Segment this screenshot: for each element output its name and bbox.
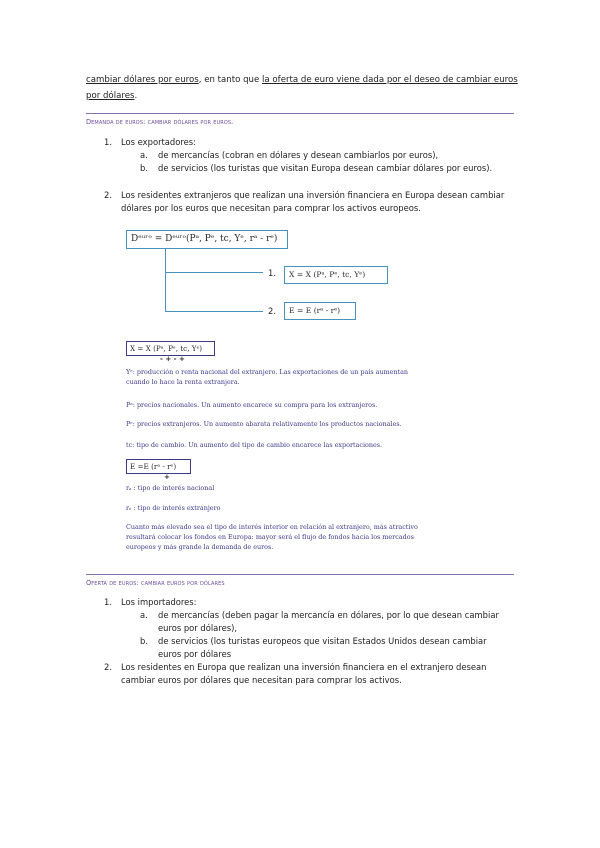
sub-text: de servicios (los turistas europeos que visitan Estados Unidos desean cambiar euros por dólares [158,636,487,660]
diagram-branch-line-2 [165,311,263,312]
demand-heading: Demanda de euros: cambiar dólares por euros. [86,118,234,126]
diagram-branch-line-1 [165,272,263,273]
section-divider [86,574,514,575]
intro-period: . [134,91,138,101]
list-number: 1. [104,597,112,607]
sub-letter: b. [140,163,148,173]
list-number: 2. [104,662,112,672]
explanation-line: Yᵉ: producción o renta nacional del extranjero. Las exportaciones de un país aumentan cuando lo hace la renta extranjera. [126,368,409,386]
supply-heading: Oferta de euros: cambiar euros por dólares [86,579,225,587]
investment-formula-box: E = E (rᵃ - rᵉ) [284,302,356,320]
demand-list [86,136,518,216]
demand-formula-box: Dᵉᵘʳᵒ = Dᵉᵘʳᵒ(Pᵃ, Pᵉ, tc, Yᵉ, rᵃ - rᵉ) [126,230,288,249]
e-formula-box: E =E (rᵃ - rᵉ) [126,459,191,474]
list-text: Los exportadores: [121,137,196,147]
e-sign: + [164,473,170,481]
sub-letter: a. [140,610,148,620]
x-signs: - + - + [160,355,185,363]
sub-text: de servicios (los turistas que visitan Europa desean cambiar dólares por euros). [158,163,493,173]
explanation-line: Pᵃ: precios nacionales. Un aumento encarece su compra para los extranjeros. [126,401,378,409]
interest-line: rₐ : tipo de interés nacional [126,484,215,492]
sub-letter: a. [140,150,148,160]
list-number: 2. [104,190,112,200]
branch-number-2: 2. [268,306,276,316]
list-number: 1. [104,137,112,147]
list-text: Los residentes en Europa que realizan una inversión financiera en el extranjero desean cambiar euros por dólares que necesitan para comprar los activos. [121,662,487,686]
intro-paragraph [86,72,518,104]
supply-list [86,596,518,696]
intro-underlined-2: la oferta de euro viene dada por el deseo de cambiar euros por dólares [86,75,518,101]
x-formula-box: X = X (Pᵃ, Pᵉ, tc, Yᵉ) [126,341,215,356]
sub-letter: b. [140,636,148,646]
sub-text: de mercancías (cobran en dólares y desean cambiarlos por euros), [158,150,439,160]
interest-line: rₑ : tipo de interés extranjero [126,504,221,512]
section-divider [86,113,514,114]
intro-underlined-1: cambiar dólares por euros [86,75,199,85]
list-text: Los residentes extranjeros que realizan una inversión financiera en Europa desean cambiar dólares por los euros que necesitan para comprar los activos europeos. [121,190,505,214]
intro-text: , en tanto que [198,75,263,85]
exports-formula-box: X = X (Pᵃ, Pᵉ, tc, Yᵉ) [284,266,388,284]
explanation-line: Pᵉ: precios extranjeros. Un aumento abarata relativamente los productos nacionales. [126,420,402,428]
list-text: Los importadores: [121,597,197,607]
explanation-line: tc: tipo de cambio. Un aumento del tipo de cambio encarece las exportaciones. [126,441,383,449]
sub-text: de mercancías (deben pagar la mercancía en dólares, por lo que desean cambiar euros por dólares), [158,610,499,634]
branch-number-1: 1. [268,268,276,278]
closing-paragraph: Cuanto más elevado sea el tipo de interés interior en relación al extranjero, más atractivo resultará colocar los fondos en Europa: mayor será el flujo de fondos hacia los mercados europeos y más grande la demanda de euros. [126,523,418,551]
diagram-vertical-line [165,248,166,311]
